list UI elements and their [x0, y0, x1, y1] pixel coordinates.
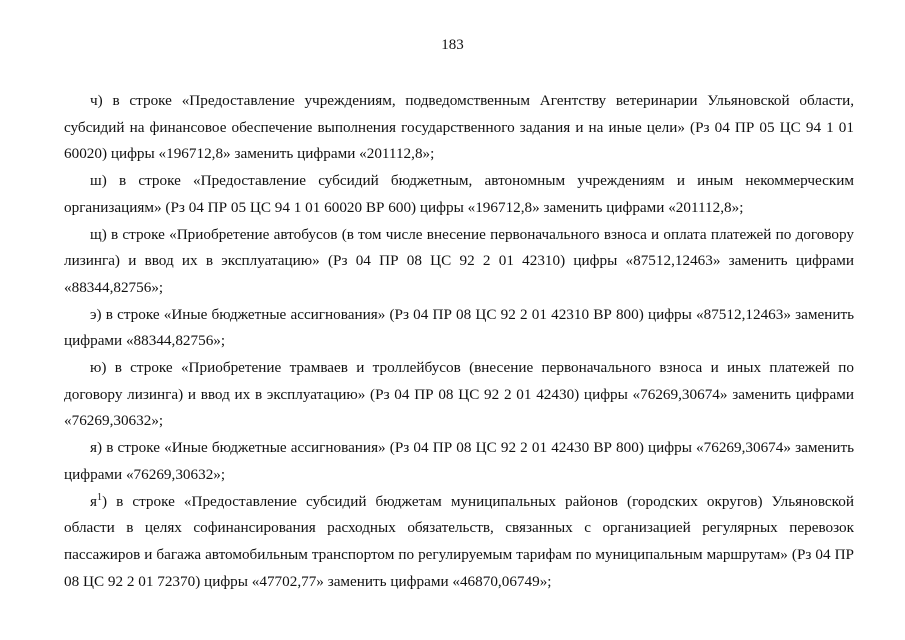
page-number: 183 — [441, 37, 464, 53]
item-marker — [90, 493, 107, 510]
paragraph-ya — [64, 435, 854, 488]
paragraph-text: в строке «Иные бюджетные ассигнования» (Рз 04 ПР 08 ЦС 92 2 01 42430 ВР 800) цифры «76269,30674» заменить цифрами «76269,30632»; — [64, 439, 855, 483]
item-marker: щ) — [90, 225, 107, 243]
paragraph-yu — [64, 355, 854, 435]
item-marker: ч) — [90, 92, 103, 109]
paragraph-text: в строке «Приобретение трамваев и троллейбусов (внесение первоначального взноса и иных платежей по договору лизинга) и ввод их в эксплуатацию» (Рз 04 ПР 08 ЦС 92 2 01 42430) цифры «76269,30674» заменить цифрами «76269,30632»; — [64, 359, 854, 430]
document-body — [64, 88, 854, 595]
item-marker: ю) — [90, 359, 107, 377]
paragraph-text: в строке «Приобретение автобусов (в том числе внесение первоначального взноса и оплата платежей по договору лизинга) и ввод их в эксплуатацию» (Рз 04 ПР 08 ЦС 92 2 01 42310) цифры «87512,12463» заменить цифрами «88344,82756»; — [64, 225, 855, 296]
paragraph-shch — [64, 222, 854, 302]
marker-letter: я — [90, 492, 97, 510]
item-marker: я) — [90, 439, 103, 457]
paragraph-e — [64, 302, 854, 355]
paragraph-text: в строке «Предоставление учреждениям, подведомственным Агентству ветеринарии Ульяновской области, субсидий на финансовое обеспечение выполнения государственного задания и на иные цели» (Рз 04 ПР 05 ЦС 94 1 01 60020) цифры «196712,8» заменить цифрами «201112,8»; — [64, 92, 854, 163]
item-marker: э) — [90, 305, 102, 323]
paragraph-sh — [64, 168, 854, 221]
marker-suffix: ) — [102, 492, 108, 510]
marker-superscript: 1 — [97, 491, 102, 503]
paragraph-ya1 — [64, 489, 854, 596]
paragraph-text: в строке «Предоставление субсидий бюджетам муниципальных районов (городских округов) Ульяновской области в целях софинансирования расходных обязательств, связанных с организацией регулярных перевозок пассажиров и багажа автомобильным транспортом по регулируемым тарифам по муниципальным маршрутам» (Рз 04 ПР 08 ЦС 92 2 01 72370) цифры «47702,77» заменить цифрами «46870,06749»; — [64, 492, 854, 590]
item-marker: ш) — [90, 172, 107, 190]
paragraph-text: в строке «Иные бюджетные ассигнования» (Рз 04 ПР 08 ЦС 92 2 01 42310 ВР 800) цифры «87512,12463» заменить цифрами «88344,82756»; — [64, 305, 855, 350]
paragraph-ch — [64, 88, 854, 168]
paragraph-text: в строке «Предоставление субсидий бюджетным, автономным учреждениям и иным некоммерческим организациям» (Рз 04 ПР 05 ЦС 94 1 01 60020 ВР 600) цифры «196712,8» заменить цифрами «201112,8»; — [64, 172, 855, 216]
